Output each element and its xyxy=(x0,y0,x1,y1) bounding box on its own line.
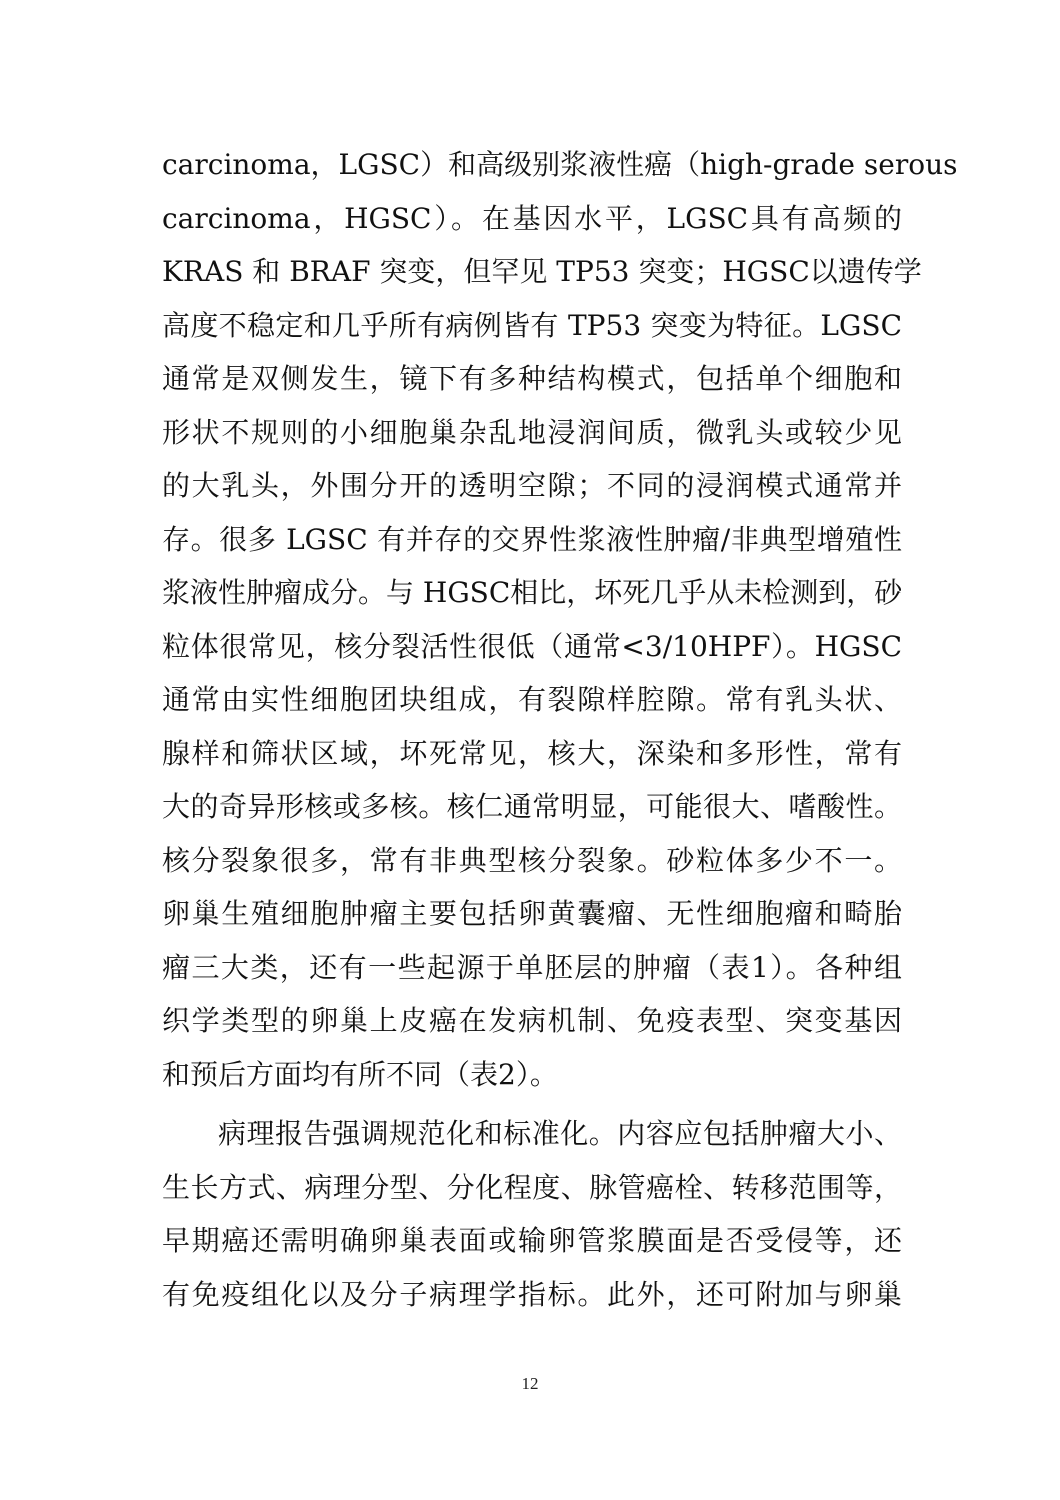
text-line: 腺样和筛状区域，坏死常见，核大，深染和多形性，常有 xyxy=(162,736,902,770)
text-line: 通常是双侧发生，镜下有多种结构模式，包括单个细胞和 xyxy=(162,362,902,395)
text-line: 粒体很常见，核分裂活性很低（通常<3/10HPF）。HGSC xyxy=(162,629,902,663)
text-line: 存。很多 LGSC 有并存的交界性浆液性肿瘤/非典型增殖性 xyxy=(162,522,902,556)
text-line: 浆液性肿瘤成分。与 HGSC相比，坏死几乎从未检测到，砂 xyxy=(162,576,903,609)
text-line: carcinoma，LGSC）和高级别浆液性癌（high-grade serous xyxy=(162,148,958,181)
text-line: 核分裂象很多，常有非典型核分裂象。砂粒体多少不一。 xyxy=(162,843,902,877)
paragraph-1 xyxy=(162,138,958,1101)
text-line: 织学类型的卵巢上皮癌在发病机制、免疫表型、突变基因 xyxy=(162,1004,902,1037)
paragraph-2 xyxy=(162,1107,902,1321)
text-line: 和预后方面均有所不同（表2）。 xyxy=(162,1057,558,1091)
text-line: 形状不规则的小细胞巢杂乱地浸润间质，微乳头或较少见 xyxy=(162,415,902,449)
text-line: 大的奇异形核或多核。核仁通常明显，可能很大、嗜酸性。 xyxy=(162,790,902,823)
text-line: 瘤三大类，还有一些起源于单胚层的肿瘤（表1）。各种组 xyxy=(162,950,902,984)
body-text xyxy=(162,138,958,1321)
text-line: carcinoma，HGSC）。在基因水平，LGSC具有高频的 xyxy=(162,201,902,235)
text-line: 高度不稳定和几乎所有病例皆有 TP53 突变为特征。LGSC xyxy=(162,308,902,342)
text-line: 早期癌还需明确卵巢表面或输卵管浆膜面是否受侵等，还 xyxy=(162,1224,902,1257)
text-line: 通常由实性细胞团块组成，有裂隙样腔隙。常有乳头状、 xyxy=(162,683,902,716)
text-line: KRAS 和 BRAF 突变，但罕见 TP53 突变；HGSC以遗传学 xyxy=(162,255,922,288)
text-line: 有免疫组化以及分子病理学指标。此外，还可附加与卵巢 xyxy=(162,1277,902,1311)
page-number: 12 xyxy=(521,1374,539,1393)
text-line: 的大乳头，外围分开的透明空隙；不同的浸润模式通常并 xyxy=(162,469,902,502)
text-line: 卵巢生殖细胞肿瘤主要包括卵黄囊瘤、无性细胞瘤和畸胎 xyxy=(162,897,902,930)
text-line: 病理报告强调规范化和标准化。内容应包括肿瘤大小、 xyxy=(218,1117,902,1150)
text-line: 生长方式、病理分型、分化程度、脉管癌栓、转移范围等， xyxy=(162,1170,902,1204)
